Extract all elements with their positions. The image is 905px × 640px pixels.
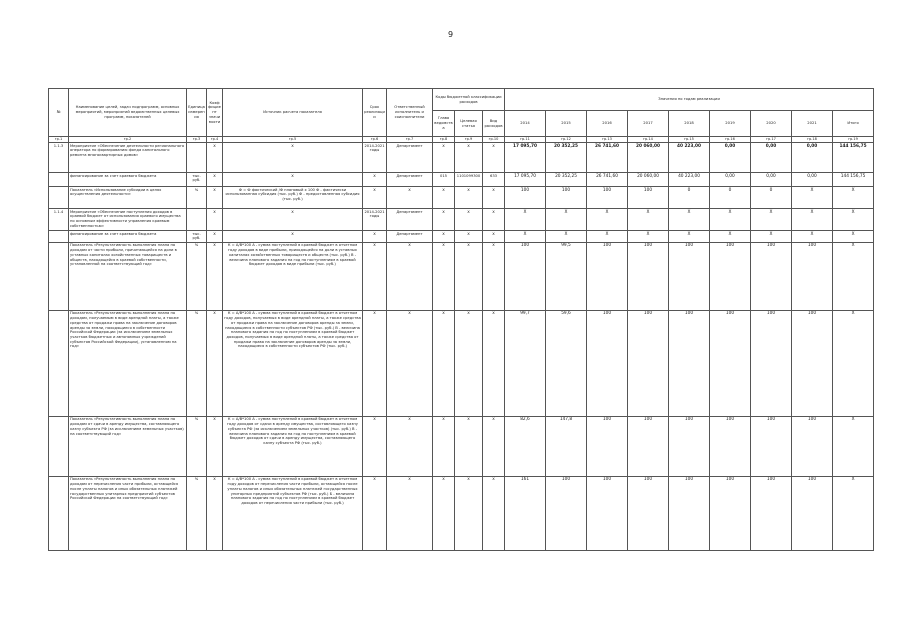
row-period: X	[363, 231, 387, 243]
row-value: X	[669, 209, 710, 231]
header-year: 2015	[546, 111, 587, 137]
table-row	[49, 476, 874, 550]
row-source: Ф = Ф фактический /Ф плановый x 100 Ф - фактически использованная субсидия (тыс. руб.) Ф - предоставленная субсидия (тыс. руб.)	[223, 187, 363, 209]
row-coef: X	[207, 143, 223, 173]
row-executor: Департамент	[387, 209, 433, 231]
row-executor: X	[387, 242, 433, 310]
row-value: X	[833, 242, 874, 310]
row-value: 59,6	[546, 310, 587, 416]
row-value: 144 156,75	[833, 143, 874, 173]
header-year: 2018	[669, 111, 710, 137]
row-value: 20 060,00	[628, 173, 669, 187]
header-year: 2017	[628, 111, 669, 137]
row-number: 1.1.4	[49, 209, 69, 231]
table-row	[49, 209, 874, 231]
row-value: 20 352,25	[546, 173, 587, 187]
row-source: X	[223, 143, 363, 173]
header-period: Срок реализации	[363, 89, 387, 137]
row-value: 100	[751, 416, 792, 476]
row-kbk-vr: X	[483, 187, 505, 209]
row-value: 0,00	[710, 143, 751, 173]
header-unit: Единица измерения	[187, 89, 207, 137]
row-value: X	[792, 231, 833, 243]
row-kbk-vr: X	[483, 476, 505, 550]
row-kbk-grbs: X	[433, 231, 455, 243]
row-value: 100	[751, 242, 792, 310]
row-kbk-vr: X	[483, 416, 505, 476]
row-value: X	[587, 231, 628, 243]
row-executor: X	[387, 476, 433, 550]
column-number: гр.18	[792, 137, 833, 143]
column-number: гр.3	[187, 137, 207, 143]
row-value: X	[546, 231, 587, 243]
header-year: 2020	[751, 111, 792, 137]
row-value: 100	[587, 476, 628, 550]
row-value: 100	[710, 416, 751, 476]
header-total: Итого	[833, 111, 874, 137]
column-number: гр.7	[387, 137, 433, 143]
row-number	[49, 310, 69, 416]
row-value: 100	[628, 476, 669, 550]
row-kbk-cs: X	[455, 242, 483, 310]
header-kbk-vr: Вид расходов	[483, 111, 505, 137]
row-kbk-grbs: X	[433, 143, 455, 173]
row-source: К = А/В*100 А - сумма поступлений в краевой бюджет в отчетном году доходов от сдачи в аренду имущества, составляющего казну субъекта РФ (за исключением земельных участков) (тыс. руб.) В - величина планового задания на год по поступлениям в краевой бюджет доходов от сдачи в аренду имущества, составляющего казну субъекта РФ (тыс. руб.)	[223, 416, 363, 476]
table-row	[49, 416, 874, 476]
row-name: финансирование за счет краевого бюджета	[69, 173, 187, 187]
row-value: X	[546, 209, 587, 231]
row-value: 100	[792, 416, 833, 476]
row-value: X	[792, 187, 833, 209]
row-value: 0,00	[792, 173, 833, 187]
row-source: X	[223, 209, 363, 231]
row-value: 40 223,00	[669, 143, 710, 173]
row-period: X	[363, 476, 387, 550]
row-value: 26 741,60	[587, 143, 628, 173]
row-value: 100	[628, 310, 669, 416]
table-row	[49, 242, 874, 310]
row-value: 82,6	[505, 416, 546, 476]
column-number: гр.19	[833, 137, 874, 143]
row-value: X	[833, 416, 874, 476]
row-value: 99,5	[546, 242, 587, 310]
row-unit	[187, 209, 207, 231]
row-kbk-vr: X	[483, 143, 505, 173]
row-value: 0	[710, 187, 751, 209]
row-period: X	[363, 416, 387, 476]
row-kbk-vr: X	[483, 231, 505, 243]
header-year: 2014	[505, 111, 546, 137]
row-kbk-grbs: X	[433, 476, 455, 550]
row-number	[49, 476, 69, 550]
header-year: 2016	[587, 111, 628, 137]
row-executor: X	[387, 310, 433, 416]
row-value: 0,00	[710, 173, 751, 187]
row-value: 20 352,25	[546, 143, 587, 173]
table-row	[49, 173, 874, 187]
row-executor: Департамент	[387, 143, 433, 173]
row-unit: %	[187, 242, 207, 310]
row-value: 0,00	[751, 173, 792, 187]
row-coef: X	[207, 187, 223, 209]
program-table	[48, 88, 874, 551]
column-number: гр.10	[483, 137, 505, 143]
row-value: X	[751, 231, 792, 243]
row-number	[49, 242, 69, 310]
row-unit: тыс. руб.	[187, 173, 207, 187]
row-value: 100	[751, 310, 792, 416]
header-kbk: Коды бюджетной классификации расходов	[433, 89, 505, 111]
row-number	[49, 231, 69, 243]
row-coef: X	[207, 242, 223, 310]
column-number: гр.17	[751, 137, 792, 143]
row-value: X	[792, 209, 833, 231]
row-period: 2014-2021 годы	[363, 209, 387, 231]
row-coef: X	[207, 209, 223, 231]
header-executor: Ответственный исполнитель и соисполнители	[387, 89, 433, 137]
row-name: Мероприятие «Обеспечение поступления доходов в краевой бюджет от использования краевого имущества по основным эффективности управления краевым собственностью»	[69, 209, 187, 231]
header-coef: Коэффициент значимости	[207, 89, 223, 137]
row-coef: X	[207, 416, 223, 476]
row-kbk-cs: X	[455, 209, 483, 231]
row-value: 147,8	[546, 416, 587, 476]
column-number: гр.16	[710, 137, 751, 143]
row-number: 1.1.3	[49, 143, 69, 173]
row-value: 100	[669, 416, 710, 476]
column-number: гр.11	[505, 137, 546, 143]
header-year: 2019	[710, 111, 751, 137]
row-name: Показатель «Результативность выполнения плана по доходам от части прибыли, причитающейся на доли в уставных капиталах хозяйственных товариществ и обществ, находящейся в краевой собственности, установленной на соответствующий год»	[69, 242, 187, 310]
row-value: X	[710, 231, 751, 243]
row-executor: Департамент	[387, 173, 433, 187]
row-value: X	[833, 187, 874, 209]
table-row	[49, 187, 874, 209]
row-coef: X	[207, 173, 223, 187]
row-kbk-cs: X	[455, 143, 483, 173]
row-kbk-cs: X	[455, 187, 483, 209]
row-value: 100	[505, 242, 546, 310]
row-value: 100	[669, 242, 710, 310]
row-source: К = А/В*100 А - сумма поступлений в краевой бюджет в отчетном году доходов, получаемых в виде арендной платы, а также средства от продажи права на заключение договоров аренды за земли, находящиеся в собственности субъектов РФ (тыс. руб.) В - величина планового задания на год по поступлениям в краевой бюджет доходов, получаемых в виде арендной платы, а также средства от продажи права на заключение договоров аренды за земли, находящиеся в собственности субъектов РФ (тыс. руб.)	[223, 310, 363, 416]
row-value: 100	[669, 310, 710, 416]
row-number	[49, 416, 69, 476]
row-value: 99,7	[505, 310, 546, 416]
row-unit: %	[187, 310, 207, 416]
row-value: 100	[792, 242, 833, 310]
row-period: X	[363, 173, 387, 187]
row-source: X	[223, 231, 363, 243]
row-kbk-cs: X	[455, 231, 483, 243]
row-coef: X	[207, 231, 223, 243]
row-coef: X	[207, 476, 223, 550]
row-period: X	[363, 187, 387, 209]
header-source: Источник расчета показателя	[223, 89, 363, 137]
row-value: X	[833, 476, 874, 550]
table-row	[49, 231, 874, 243]
column-number: гр.13	[587, 137, 628, 143]
row-value: 161	[505, 476, 546, 550]
column-number: гр.8	[433, 137, 455, 143]
row-kbk-vr: X	[483, 242, 505, 310]
row-unit: тыс. руб.	[187, 231, 207, 243]
row-name: Показатель «Результативность выполнения плана по доходам от сдачи в аренду имущества, составляющего казну субъекта РФ (за исключением земельных участков) на соответствующий год»	[69, 416, 187, 476]
row-value: X	[669, 231, 710, 243]
row-unit: %	[187, 416, 207, 476]
header-year: 2021	[792, 111, 833, 137]
row-unit	[187, 143, 207, 173]
row-value: 0	[751, 187, 792, 209]
column-number: гр.5	[223, 137, 363, 143]
row-value: X	[505, 231, 546, 243]
row-source: К = А/В*100 А - сумма поступлений в краевой бюджет в отчетном году доходов от перечисления части прибыли, остающейся после уплаты налогов и иных обязательных платежей государственных унитарных предприятий субъектов РФ (тыс. руб.) Б - величина планового задания на год по поступлениям в краевой бюджет доходов от перечисления части прибыли (тыс. руб.)	[223, 476, 363, 550]
row-value: 100	[710, 242, 751, 310]
row-name: финансирование за счет краевого бюджета	[69, 231, 187, 243]
row-value: X	[710, 209, 751, 231]
row-source: К = А/В*100 А - сумма поступлений в краевой бюджет в отчетном году доходов в виде прибыли, приходящейся на доли в уставных капиталах хозяйственных товариществ и обществ (тыс. руб.) В - величина планового задания на год по поступлениям в краевой бюджет доходов в виде прибыли (тыс. руб.)	[223, 242, 363, 310]
row-coef: X	[207, 310, 223, 416]
row-value: X	[833, 209, 874, 231]
page-number: 9	[448, 30, 454, 39]
row-kbk-grbs: X	[433, 242, 455, 310]
row-value: 100	[546, 187, 587, 209]
row-value: X	[505, 209, 546, 231]
row-name: Показатель «Результативность выполнения плана по доходам, получаемым в виде арендной платы, а также средства от продажи права на заключение договоров аренды за земли, находящиеся в собственности Российской Федерации (за исключением земельных участков бюджетных и автономных учреждений субъектов Российской Федерации), установленном на год»	[69, 310, 187, 416]
row-kbk-grbs: X	[433, 310, 455, 416]
row-value: 100	[710, 310, 751, 416]
row-kbk-vr: X	[483, 209, 505, 231]
row-unit: %	[187, 476, 207, 550]
column-number: гр.2	[69, 137, 187, 143]
row-value: 100	[587, 187, 628, 209]
row-period: 2014-2021 годы	[363, 143, 387, 173]
row-value: 100	[587, 242, 628, 310]
row-value: 100	[505, 187, 546, 209]
row-value: 0,00	[792, 143, 833, 173]
row-source: X	[223, 173, 363, 187]
row-value: X	[833, 310, 874, 416]
row-value: 26 741,60	[587, 173, 628, 187]
row-value: 144 156,75	[833, 173, 874, 187]
header-years: Значения по годам реализации	[505, 89, 874, 111]
row-value: 100	[546, 476, 587, 550]
row-value: X	[833, 231, 874, 243]
row-kbk-cs: X	[455, 310, 483, 416]
row-value: 100	[792, 310, 833, 416]
row-kbk-grbs: X	[433, 209, 455, 231]
header-name: Наименование целей, задач подпрограмм, основных мероприятий, мероприятий ведомственных целевых программ, показателей	[69, 89, 187, 137]
row-number	[49, 173, 69, 187]
row-number	[49, 187, 69, 209]
table-row	[49, 143, 874, 173]
table-row	[49, 310, 874, 416]
row-kbk-cs: X	[455, 476, 483, 550]
row-period: X	[363, 242, 387, 310]
row-executor: X	[387, 416, 433, 476]
row-value: 17 095,70	[505, 173, 546, 187]
row-name: Мероприятие «Обеспечение деятельности регионального оператора по формированию фонда капитального ремонта многоквартирных домов»	[69, 143, 187, 173]
row-value: 0	[669, 187, 710, 209]
row-value: 100	[751, 476, 792, 550]
row-kbk-grbs: 015	[433, 173, 455, 187]
column-number: гр.4	[207, 137, 223, 143]
row-value: 17 095,70	[505, 143, 546, 173]
row-name: Показатель «Результативность выполнения плана по доходам от перечисления части прибыли, остающейся после уплаты налогов и иных обязательных платежей государственных унитарных предприятий субъектов Российской Федерации на соответствующий год»	[69, 476, 187, 550]
column-number: гр.14	[628, 137, 669, 143]
column-number: гр.9	[455, 137, 483, 143]
row-value: X	[628, 209, 669, 231]
row-value: 100	[710, 476, 751, 550]
row-value: 100	[628, 242, 669, 310]
row-kbk-vr: X	[483, 310, 505, 416]
row-value: 0,00	[751, 143, 792, 173]
row-value: 100	[669, 476, 710, 550]
header-kbk-grbs: Глава ведомства	[433, 111, 455, 137]
column-number: гр.6	[363, 137, 387, 143]
row-executor: X	[387, 187, 433, 209]
row-value: X	[587, 209, 628, 231]
row-value: 40 223,00	[669, 173, 710, 187]
column-number: гр.1	[49, 137, 69, 143]
row-value: 100	[628, 416, 669, 476]
row-kbk-vr: 633	[483, 173, 505, 187]
header-kbk-cs: Целевая статья	[455, 111, 483, 137]
row-kbk-grbs: X	[433, 187, 455, 209]
row-unit: %	[187, 187, 207, 209]
row-value: 100	[628, 187, 669, 209]
row-value: 100	[792, 476, 833, 550]
row-kbk-cs: X	[455, 416, 483, 476]
row-value: X	[751, 209, 792, 231]
row-kbk-grbs: X	[433, 416, 455, 476]
row-kbk-cs: 1101099300	[455, 173, 483, 187]
row-executor: Департамент	[387, 231, 433, 243]
column-number: гр.12	[546, 137, 587, 143]
row-period: X	[363, 310, 387, 416]
row-value: X	[628, 231, 669, 243]
row-value: 20 060,00	[628, 143, 669, 173]
column-number: гр.15	[669, 137, 710, 143]
row-value: 100	[587, 416, 628, 476]
row-name: Показатель «Использование субсидии в целях осуществления деятельности»	[69, 187, 187, 209]
row-value: 100	[587, 310, 628, 416]
header-number: №	[49, 89, 69, 137]
